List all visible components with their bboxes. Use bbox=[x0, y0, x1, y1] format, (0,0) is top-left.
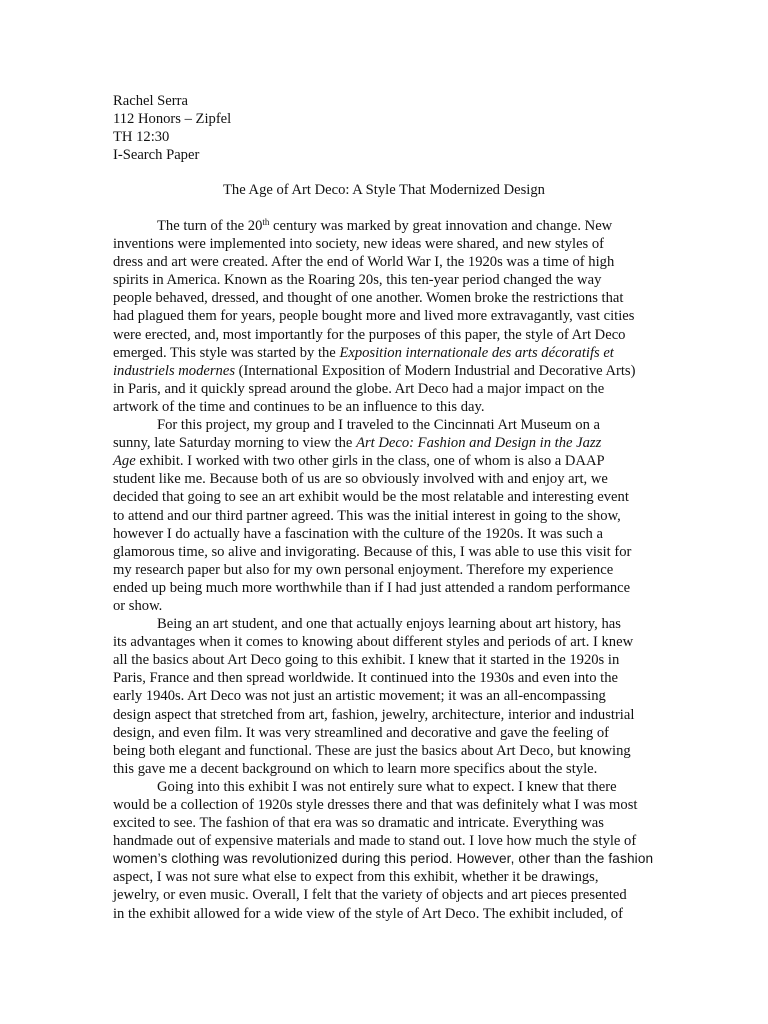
text-segment: design aspect that stretched from art, fashion, jewelry, architecture, interior and industrial bbox=[113, 706, 635, 723]
text-segment: to attend and our third partner agreed. This was the initial interest in going to the show, bbox=[113, 507, 621, 524]
paper-body bbox=[113, 217, 654, 923]
text-line bbox=[113, 597, 654, 615]
text-segment: jewelry, or even music. Overall, I felt that the variety of objects and art pieces presented bbox=[113, 887, 627, 904]
text-segment: For this project, my group and I traveled to the Cincinnati Art Museum on a bbox=[157, 417, 600, 434]
paper-header bbox=[113, 92, 231, 164]
text-segment: Going into this exhibit I was not entirely sure what to expect. I knew that there bbox=[157, 778, 617, 795]
text-line bbox=[113, 326, 654, 344]
text-segment: had plagued them for years, people bought more and lived more extravagantly, vast cities bbox=[113, 308, 635, 325]
text-line bbox=[113, 253, 654, 271]
text-segment: artwork of the time and continues to be an influence to this day. bbox=[113, 398, 485, 415]
text-segment: emerged. This style was started by the bbox=[113, 344, 340, 361]
text-line bbox=[113, 760, 654, 778]
text-line bbox=[113, 561, 654, 579]
text-segment: or show. bbox=[113, 597, 163, 614]
text-segment: The turn of the 20 bbox=[157, 218, 263, 234]
text-segment: early 1940s. Art Deco was not just an artistic movement; it was an all-encompassing bbox=[113, 688, 606, 705]
text-line bbox=[113, 832, 654, 850]
superscript: th bbox=[262, 217, 270, 227]
text-line bbox=[113, 687, 654, 705]
text-segment: ended up being much more worthwhile than if I had just attended a random performance bbox=[113, 579, 631, 596]
text-line bbox=[113, 651, 654, 669]
text-segment: aspect, I was not sure what else to expect from this exhibit, whether it be drawings, bbox=[113, 869, 599, 886]
text-line bbox=[113, 706, 654, 724]
class-time: TH 12:30 bbox=[113, 129, 170, 145]
text-segment: inventions were implemented into society, new ideas were shared, and new styles of bbox=[113, 236, 605, 253]
text-segment: sunny, late Saturday morning to view the bbox=[113, 435, 357, 452]
text-line bbox=[113, 633, 654, 651]
text-segment: exhibit. I worked with two other girls in the class, one of whom is also a DAAP bbox=[135, 453, 605, 470]
italic-text: industriels modernes bbox=[113, 362, 236, 379]
paper-title: The Age of Art Deco: A Style That Modernized Design bbox=[223, 182, 545, 198]
text-segment: Being an art student, and one that actually enjoys learning about art history, has bbox=[157, 616, 621, 633]
text-segment: in the exhibit allowed for a wide view of the style of Art Deco. The exhibit included, of bbox=[113, 905, 623, 922]
text-segment: all the basics about Art Deco going to this exhibit. I knew that it started in the 1920s in bbox=[113, 652, 620, 669]
text-line bbox=[113, 271, 654, 289]
text-line bbox=[113, 525, 654, 543]
italic-text: Art Deco: Fashion and Design in the Jazz bbox=[356, 435, 602, 452]
text-segment: being both elegant and functional. These are just the basics about Art Deco, but knowing bbox=[113, 742, 631, 759]
paragraph-first-line bbox=[113, 778, 654, 796]
text-line bbox=[113, 470, 654, 488]
text-line bbox=[113, 850, 654, 868]
assignment-type: I-Search Paper bbox=[113, 147, 200, 163]
text-line bbox=[113, 868, 654, 886]
text-line bbox=[113, 507, 654, 525]
text-line bbox=[113, 452, 654, 470]
text-segment: in Paris, and it quickly spread around the globe. Art Deco had a major impact on the bbox=[113, 380, 605, 397]
text-segment: handmade out of expensive materials and made to stand out. I love how much the style of bbox=[113, 833, 637, 850]
text-line bbox=[113, 289, 654, 307]
text-line bbox=[113, 669, 654, 687]
text-segment: people behaved, dressed, and thought of one another. Women broke the restrictions that bbox=[113, 290, 624, 307]
text-line bbox=[113, 905, 654, 923]
text-segment: glamorous time, so alive and invigorating. Because of this, I was able to use this visit for bbox=[113, 543, 632, 560]
text-segment: its advantages when it comes to knowing about different styles and periods of art. I knew bbox=[113, 634, 634, 651]
text-line bbox=[113, 307, 654, 325]
text-line bbox=[113, 814, 654, 832]
text-segment: excited to see. The fashion of that era was so dramatic and intricate. Everything was bbox=[113, 815, 604, 832]
text-segment: women’s clothing was revolutionized during this period. However, other than the fashion bbox=[113, 851, 654, 867]
text-segment: would be a collection of 1920s style dresses there and that was definitely what I was most bbox=[113, 797, 638, 813]
text-line bbox=[113, 380, 654, 398]
text-line bbox=[113, 434, 654, 452]
paragraph-first-line bbox=[113, 416, 654, 434]
text-segment: spirits in America. Known as the Roaring 20s, this ten-year period changed the way bbox=[113, 272, 602, 289]
text-segment: Paris, France and then spread worldwide. It continued into the 1930s and even into the bbox=[113, 670, 618, 687]
text-segment: decided that going to see an art exhibit would be the most relatable and interesting event bbox=[113, 489, 629, 506]
course-name: 112 Honors – Zipfel bbox=[113, 111, 232, 127]
text-line bbox=[113, 796, 654, 814]
text-line bbox=[113, 235, 654, 253]
text-line bbox=[113, 579, 654, 597]
text-segment: student like me. Because both of us are so obviously involved with and enjoy art, we bbox=[113, 471, 608, 488]
paragraph-first-line bbox=[113, 217, 654, 235]
text-line bbox=[113, 362, 654, 380]
text-segment: design, and even film. It was very streamlined and decorative and gave the feeling of bbox=[113, 724, 610, 741]
text-segment: however I do actually have a fascination with the culture of the 1920s. It was such a bbox=[113, 525, 603, 542]
paragraph-first-line bbox=[113, 615, 654, 633]
italic-text: Exposition internationale des arts décoratifs et bbox=[339, 344, 614, 361]
text-line bbox=[113, 742, 654, 760]
text-segment: this gave me a decent background on which to learn more specifics about the style. bbox=[113, 760, 598, 777]
text-line bbox=[113, 488, 654, 506]
text-segment: (International Exposition of Modern Industrial and Decorative Arts) bbox=[235, 362, 636, 379]
text-line bbox=[113, 398, 654, 416]
text-line bbox=[113, 724, 654, 742]
text-segment: were erected, and, most importantly for the purposes of this paper, the style of Art Deco bbox=[113, 326, 626, 343]
text-segment: my research paper but also for my own personal enjoyment. Therefore my experience bbox=[113, 561, 614, 578]
text-segment: dress and art were created. After the end of World War I, the 1920s was a time of high bbox=[113, 254, 615, 271]
author-name: Rachel Serra bbox=[113, 93, 188, 109]
text-segment: century was marked by great innovation and change. New bbox=[269, 218, 613, 234]
text-line bbox=[113, 344, 654, 362]
italic-text: Age bbox=[113, 453, 136, 470]
text-line bbox=[113, 543, 654, 561]
text-line bbox=[113, 886, 654, 904]
